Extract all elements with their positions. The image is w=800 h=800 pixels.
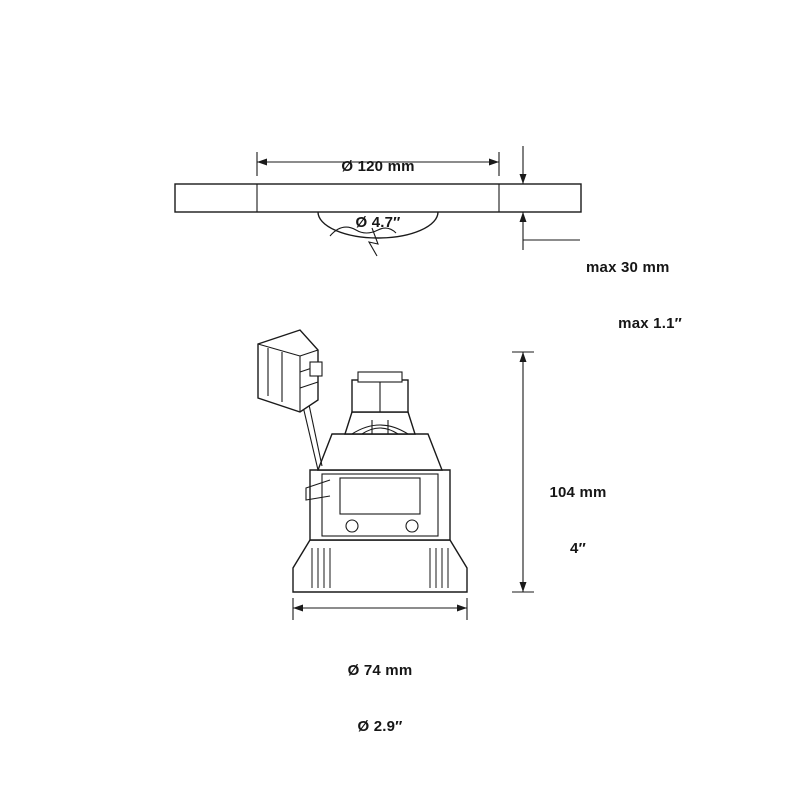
trim-diameter-imperial: Ø 4.7″ — [355, 213, 401, 231]
height-imperial: 4″ — [570, 539, 586, 557]
height-metric: 104 mm — [549, 483, 607, 501]
trim-diameter-metric: Ø 120 mm — [341, 157, 415, 175]
height-label — [508, 446, 648, 596]
recess-depth-imperial: max 1.1″ — [618, 314, 682, 332]
luminaire-body — [258, 330, 467, 592]
cutout-diameter-metric: Ø 74 mm — [347, 661, 413, 679]
cutout-diameter-imperial: Ø 2.9″ — [357, 717, 403, 735]
cutout-diameter-label — [300, 624, 460, 774]
trim-diameter-label — [298, 120, 458, 270]
recess-depth-label — [586, 221, 786, 371]
cutout-diameter-dimension — [293, 598, 467, 620]
recess-depth-metric: max 30 mm — [586, 258, 670, 276]
